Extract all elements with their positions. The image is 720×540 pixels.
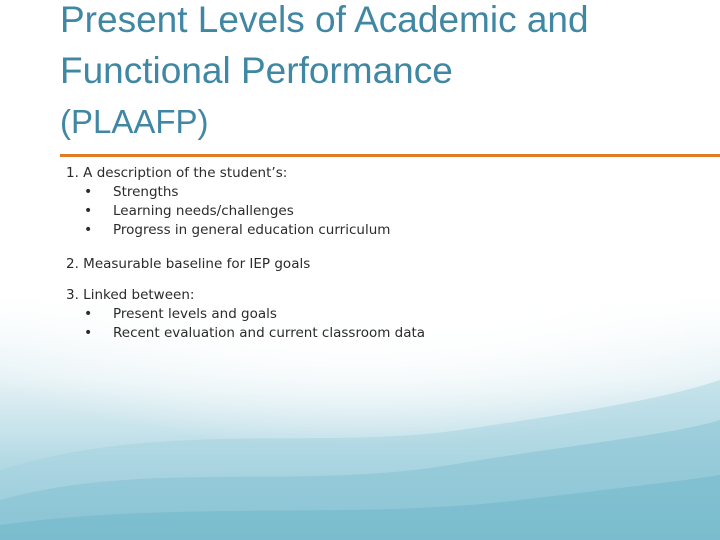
slide-title	[60, 0, 700, 147]
bullet-item	[66, 305, 686, 324]
title-line-2: Functional Performance	[60, 50, 453, 91]
title-line-3: (PLAAFP)	[60, 103, 209, 140]
list-item-heading: 2. Measurable baseline for IEP goals	[66, 256, 311, 272]
title-divider	[60, 154, 720, 157]
bullet-list	[66, 183, 686, 240]
bullet-list	[66, 305, 686, 343]
title-line-1: Present Levels of Academic and	[60, 0, 589, 40]
bullet-icon: •	[84, 203, 93, 219]
list-item-heading: 3. Linked between:	[66, 287, 195, 303]
list-item-heading: 1. A description of the student’s:	[66, 165, 288, 181]
list-item	[66, 286, 686, 343]
bullet-item	[66, 183, 686, 202]
slide-body	[66, 164, 686, 343]
background-wave-decoration	[0, 340, 720, 540]
bullet-icon: •	[84, 222, 93, 238]
bullet-text: Progress in general education curriculum	[113, 222, 391, 238]
bullet-text: Learning needs/challenges	[113, 203, 294, 219]
bullet-text: Recent evaluation and current classroom data	[113, 325, 426, 341]
bullet-icon: •	[84, 306, 93, 322]
list-item	[66, 255, 686, 274]
bullet-item	[66, 221, 686, 240]
bullet-text: Strengths	[113, 184, 179, 200]
bullet-item	[66, 324, 686, 343]
bullet-text: Present levels and goals	[113, 306, 277, 322]
bullet-item	[66, 202, 686, 221]
list-item	[66, 164, 686, 240]
bullet-icon: •	[84, 184, 93, 200]
bullet-icon: •	[84, 325, 93, 341]
